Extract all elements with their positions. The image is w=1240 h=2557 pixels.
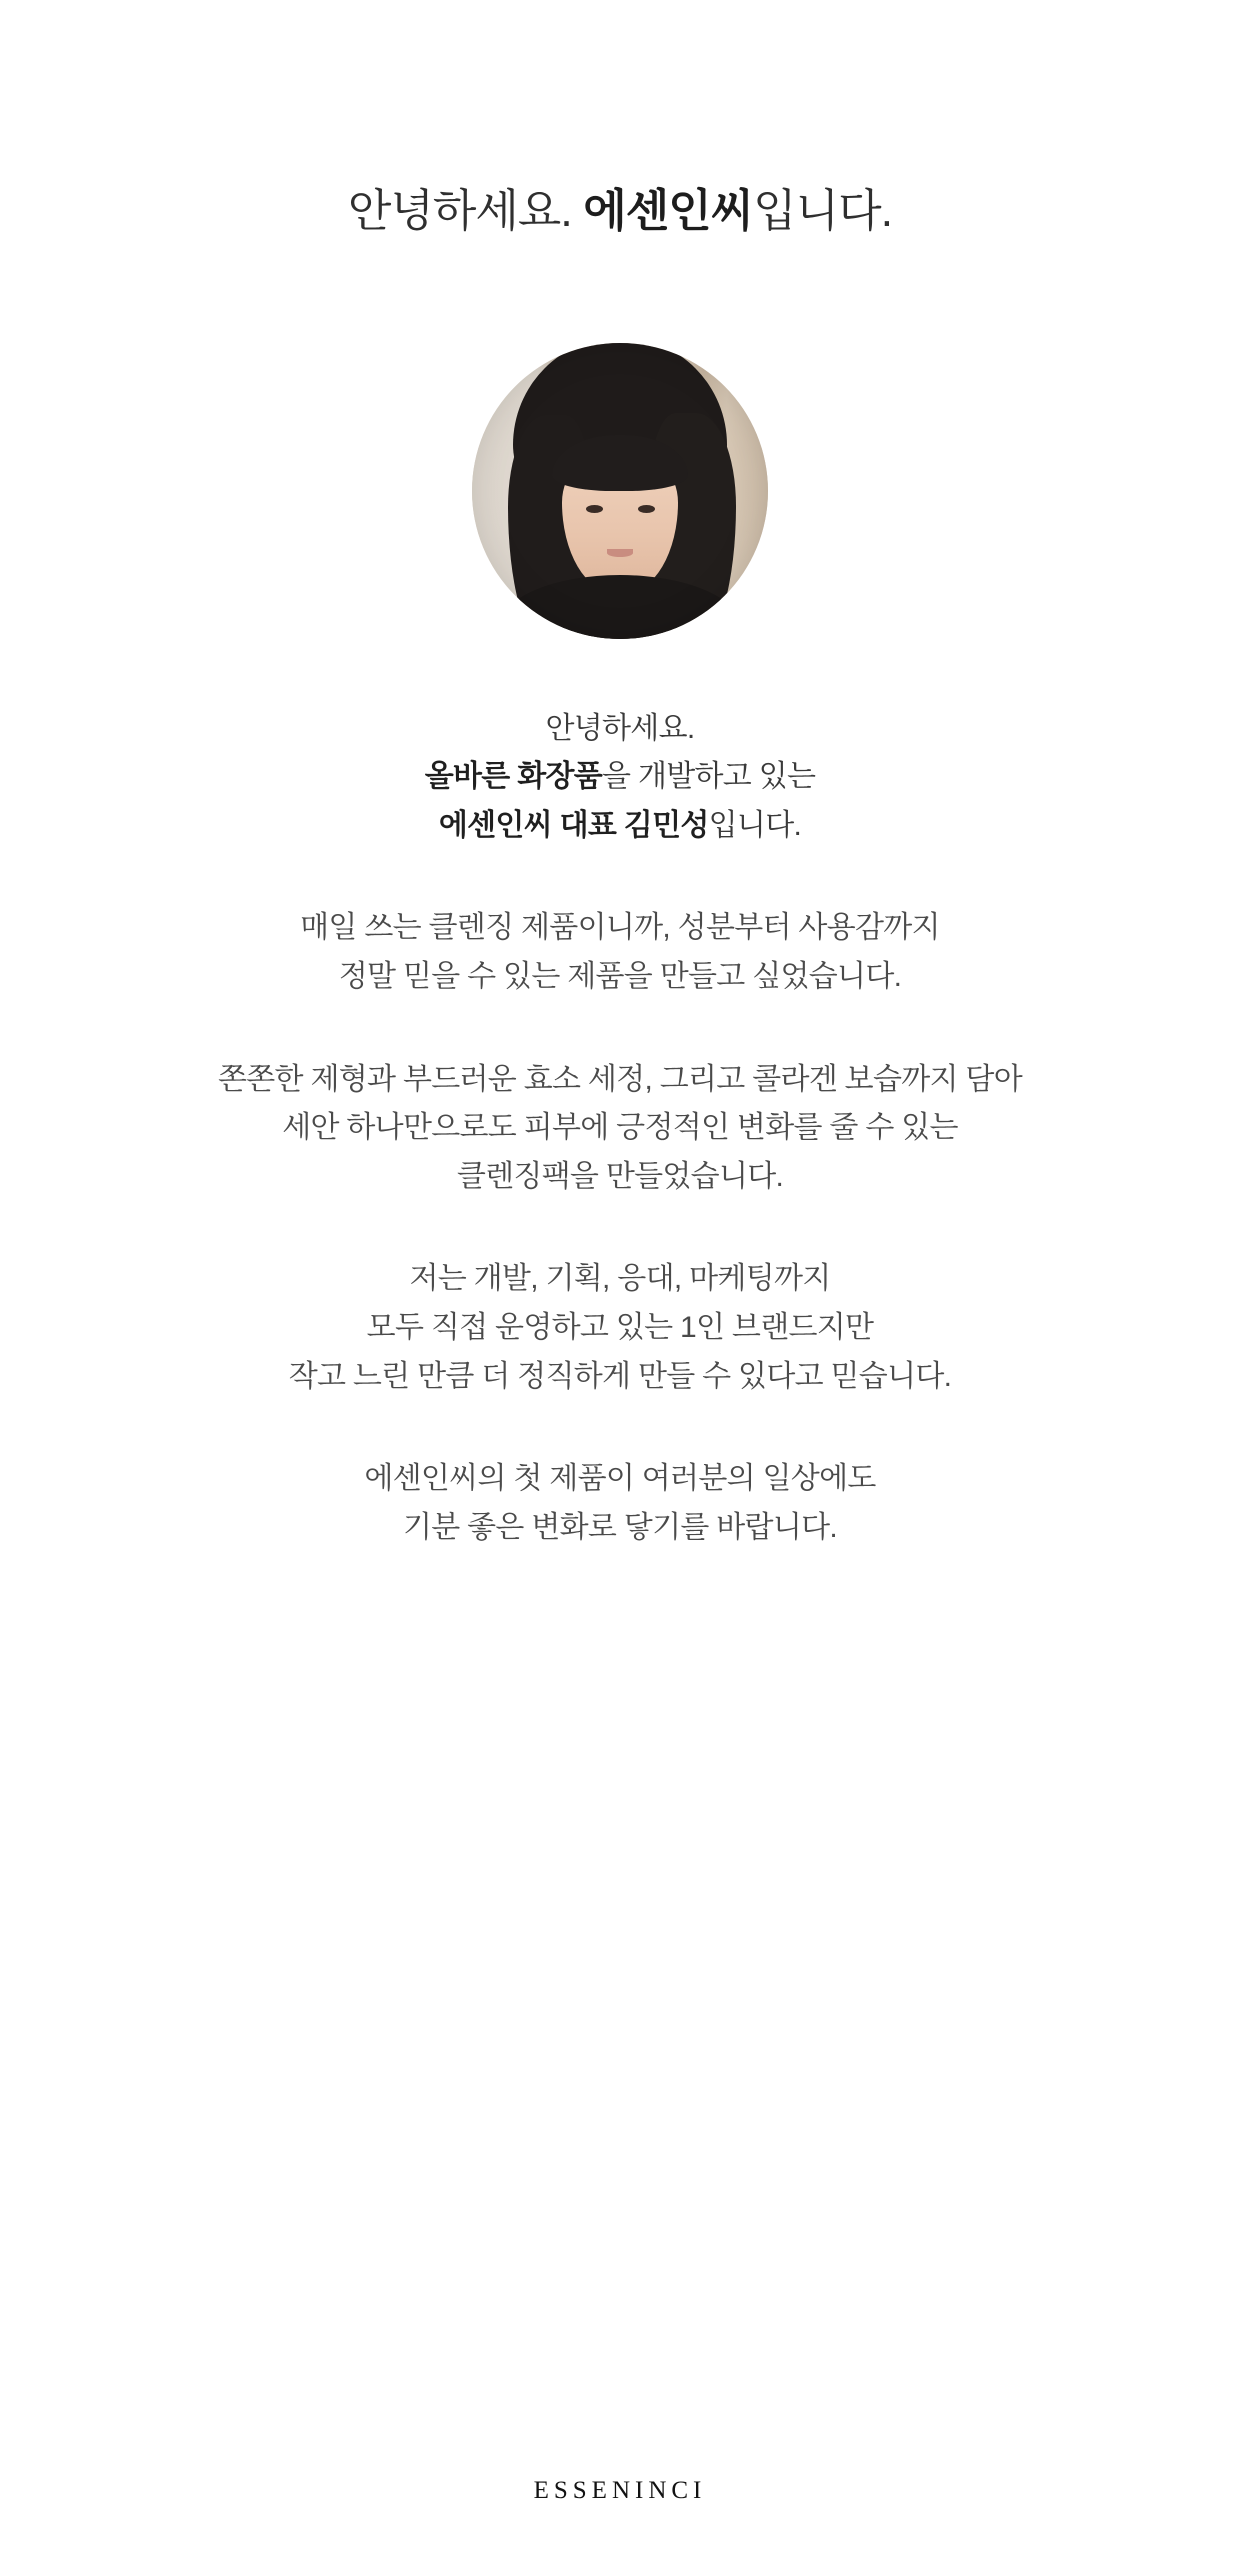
paragraph-4 — [80, 1455, 1160, 1552]
paragraph-2 — [80, 1056, 1160, 1202]
intro-line-3 — [80, 802, 1160, 851]
brand-logo: ESSENINCI — [533, 2477, 707, 2504]
page-title — [348, 182, 892, 241]
paragraph-3-line-3: 작고 느린 만큼 더 정직하게 만들 수 있다고 믿습니다. — [288, 1359, 952, 1393]
portrait-vignette — [472, 343, 768, 639]
avatar — [472, 343, 768, 639]
paragraph-2-line-2: 세안 하나만으로도 피부에 긍정적인 변화를 줄 수 있는 — [282, 1111, 958, 1145]
paragraph-2-line-1: 쫀쫀한 제형과 부드러운 효소 세정, 그리고 콜라겐 보습까지 담아 — [218, 1062, 1022, 1096]
intro-line-2-rest: 을 개발하고 있는 — [602, 760, 816, 794]
paragraph-3-line-2: 모두 직접 운영하고 있는 1인 브랜드지만 — [366, 1310, 874, 1344]
paragraph-2-line-3: 클렌징팩을 만들었습니다. — [456, 1159, 784, 1193]
intro-line-1: 안녕하세요. — [545, 711, 695, 745]
intro-line-3-rest: 입니다. — [708, 808, 802, 842]
paragraph-1 — [80, 904, 1160, 1001]
paragraph-4-line-1: 에센인씨의 첫 제품이 여러분의 일상에도 — [364, 1462, 876, 1496]
paragraph-4-line-2: 기분 좋은 변화로 닿기를 바랍니다. — [402, 1510, 838, 1544]
page-title-brand: 에센인씨 — [583, 185, 754, 236]
portrait-photo — [472, 343, 768, 639]
intro-block — [80, 705, 1160, 851]
page-title-suffix: 입니다. — [753, 185, 893, 236]
paragraph-3 — [80, 1255, 1160, 1401]
paragraph-3-line-1: 저는 개발, 기획, 응대, 마케팅까지 — [409, 1262, 831, 1296]
intro-line-2-emphasis: 올바른 화장품 — [424, 760, 603, 794]
intro-line-2 — [80, 753, 1160, 802]
page-title-prefix: 안녕하세요. — [347, 185, 584, 236]
brand-story-copy — [80, 705, 1160, 1553]
intro-line-3-emphasis: 에센인씨 대표 김민성 — [438, 808, 709, 842]
paragraph-1-line-2: 정말 믿을 수 있는 제품을 만들고 싶었습니다. — [338, 960, 902, 994]
paragraph-1-line-1: 매일 쓰는 클렌징 제품이니까, 성분부터 사용감까지 — [300, 911, 940, 945]
